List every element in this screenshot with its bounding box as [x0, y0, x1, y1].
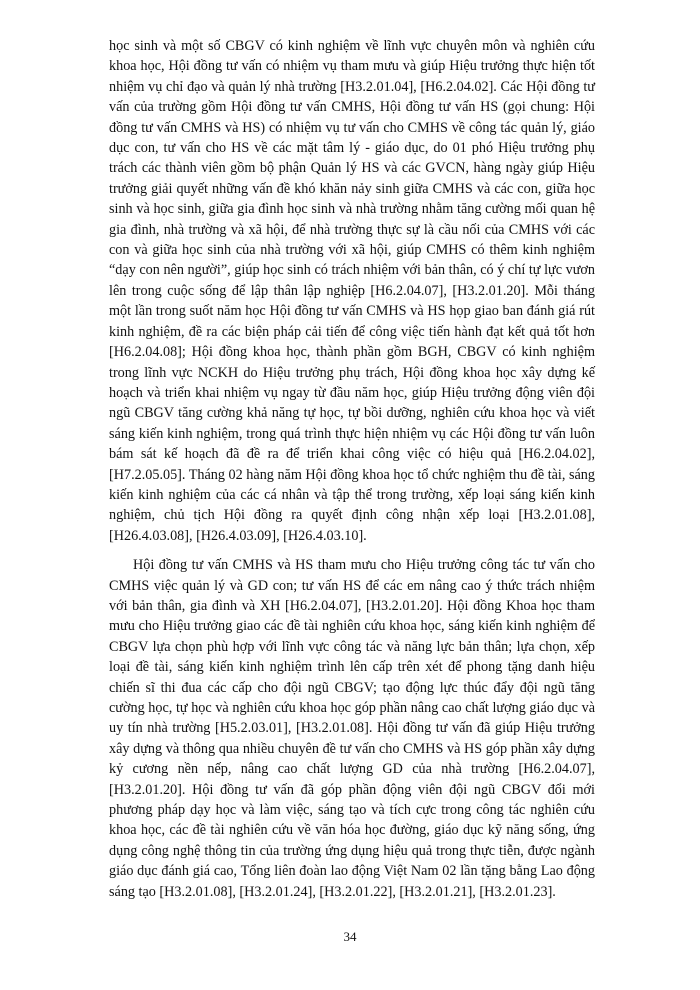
page-number: 34 — [343, 929, 357, 944]
body-text — [109, 36, 595, 902]
paragraph-1: học sinh và một số CBGV có kinh nghiệm về lĩnh vực chuyên môn và nghiên cứu khoa học, Hội đồng tư vấn có nhiệm vụ tham mưu và giúp Hiệu trưởng thực hiện tốt nhiệm vụ chỉ đạo và quản lý nhà trường [H3.2.01.04], [H6.2.04.02]. Các Hội đồng tư vấn của trường gồm Hội đồng tư vấn CMHS, Hội đồng tư vấn HS (gọi chung: Hội đồng tư vấn CMHS và HS) có nhiệm vụ tư vấn cho CMHS về công tác quản lý, giáo dục con, tư vấn cho HS về các mặt tâm lý - giáo dục, do 01 phó Hiệu trưởng phụ trách các thành viên gồm bộ phận Quản lý HS và các GVCN, hàng ngày giúp Hiệu trưởng giải quyết những vấn đề khó khăn nảy sinh giữa CMHS và các con, giữa học sinh và học sinh, giữa gia đình học sinh và nhà trường nhằm tăng cường mối quan hệ gia đình, nhà trường và xã hội, để nhà trường thực sự là cầu nối của CMHS với các con và giữa học sinh của nhà trường với xã hội, giúp CMHS có thêm kinh nghiệm “dạy con nên người”, giúp học sinh có trách nhiệm với bản thân, có ý chí tự lực vươn lên trong cuộc sống để lập thân lập nghiệp [H6.2.04.07], [H3.2.01.20]. Mỗi tháng một lần trong suốt năm học Hội đồng tư vấn CMHS và HS họp giao ban đánh giá rút kinh nghiệm, đề ra các biện pháp cải tiến để công việc tiến hành đạt kết quả tốt hơn [H6.2.04.08]; Hội đồng khoa học, thành phần gồm BGH, CBGV có kinh nghiệm trong lĩnh vực NCKH do Hiệu trưởng phụ trách, Hội đồng khoa học xây dựng kế hoạch và triển khai nhiệm vụ ngay từ đầu năm học, giúp Hiệu trưởng động viên đội ngũ CBGV tăng cường khả năng tự học, tự bồi dưỡng, nghiên cứu khoa học và viết sáng kiến kinh nghiệm, trong quá trình thực hiện nhiệm vụ các Hội đồng tư vấn luôn bám sát kế hoạch đã đề ra để triển khai công việc có hiệu quả [H6.2.04.02], [H7.2.05.05]. Tháng 02 hàng năm Hội đồng khoa học tổ chức nghiệm thu đề tài, sáng kiến kinh nghiệm của các cá nhân và tập thể trong trường, xếp loại sáng kiến kinh nghiệm, chủ tịch Hội đồng ra quyết định công nhận xếp loại [H3.2.01.08], [H26.4.03.08], [H26.4.03.09], [H26.4.03.10]. — [109, 38, 595, 544]
paragraph-2: Hội đồng tư vấn CMHS và HS tham mưu cho Hiệu trưởng công tác tư vấn cho CMHS việc quản lý và GD con; tư vấn HS để các em nâng cao ý thức trách nhiệm với bản thân, gia đình và XH [H6.2.04.07], [H3.2.01.20]. Hội đồng Khoa học tham mưu cho Hiệu trưởng giao các đề tài nghiên cứu khoa học, sáng kiến kinh nghiệm để CBGV lựa chọn phù hợp với lĩnh vực công tác và năng lực bản thân; lựa chọn, xếp loại đề tài, sáng kiến kinh nghiệm trình lên cấp trên xét để phong tặng danh hiệu chiến sĩ thi đua các cấp cho đội ngũ CBGV; tạo động lực thúc đẩy đội ngũ tăng cường học, tự học và nghiên cứu khoa học góp phần nâng cao chất lượng giáo dục và uy tín nhà trường [H5.2.03.01], [H3.2.01.08]. Hội đồng tư vấn đã giúp Hiệu trưởng xây dựng và thông qua nhiều chuyên đề tư vấn cho CMHS và HS góp phần xây dựng kỷ cương nền nếp, nâng cao chất lượng GD của nhà trường [H6.2.04.07], [H3.2.01.20]. Hội đồng tư vấn đã góp phần động viên đội ngũ CBGV đổi mới phương pháp dạy học và làm việc, sáng tạo và tích cực trong công tác nghiên cứu khoa học, các đề tài nghiên cứu về văn hóa học đường, giáo dục kỹ năng sống, ứng dụng công nghệ thông tin của trường ứng dụng hiệu quả trong thực tiễn, được ngành giáo dục đánh giá cao, Tổng liên đoàn lao động Việt Nam 02 lần tặng bằng Lao động sáng tạo [H3.2.01.08], [H3.2.01.24], [H3.2.01.22], [H3.2.01.21], [H3.2.01.23]. — [109, 557, 595, 900]
